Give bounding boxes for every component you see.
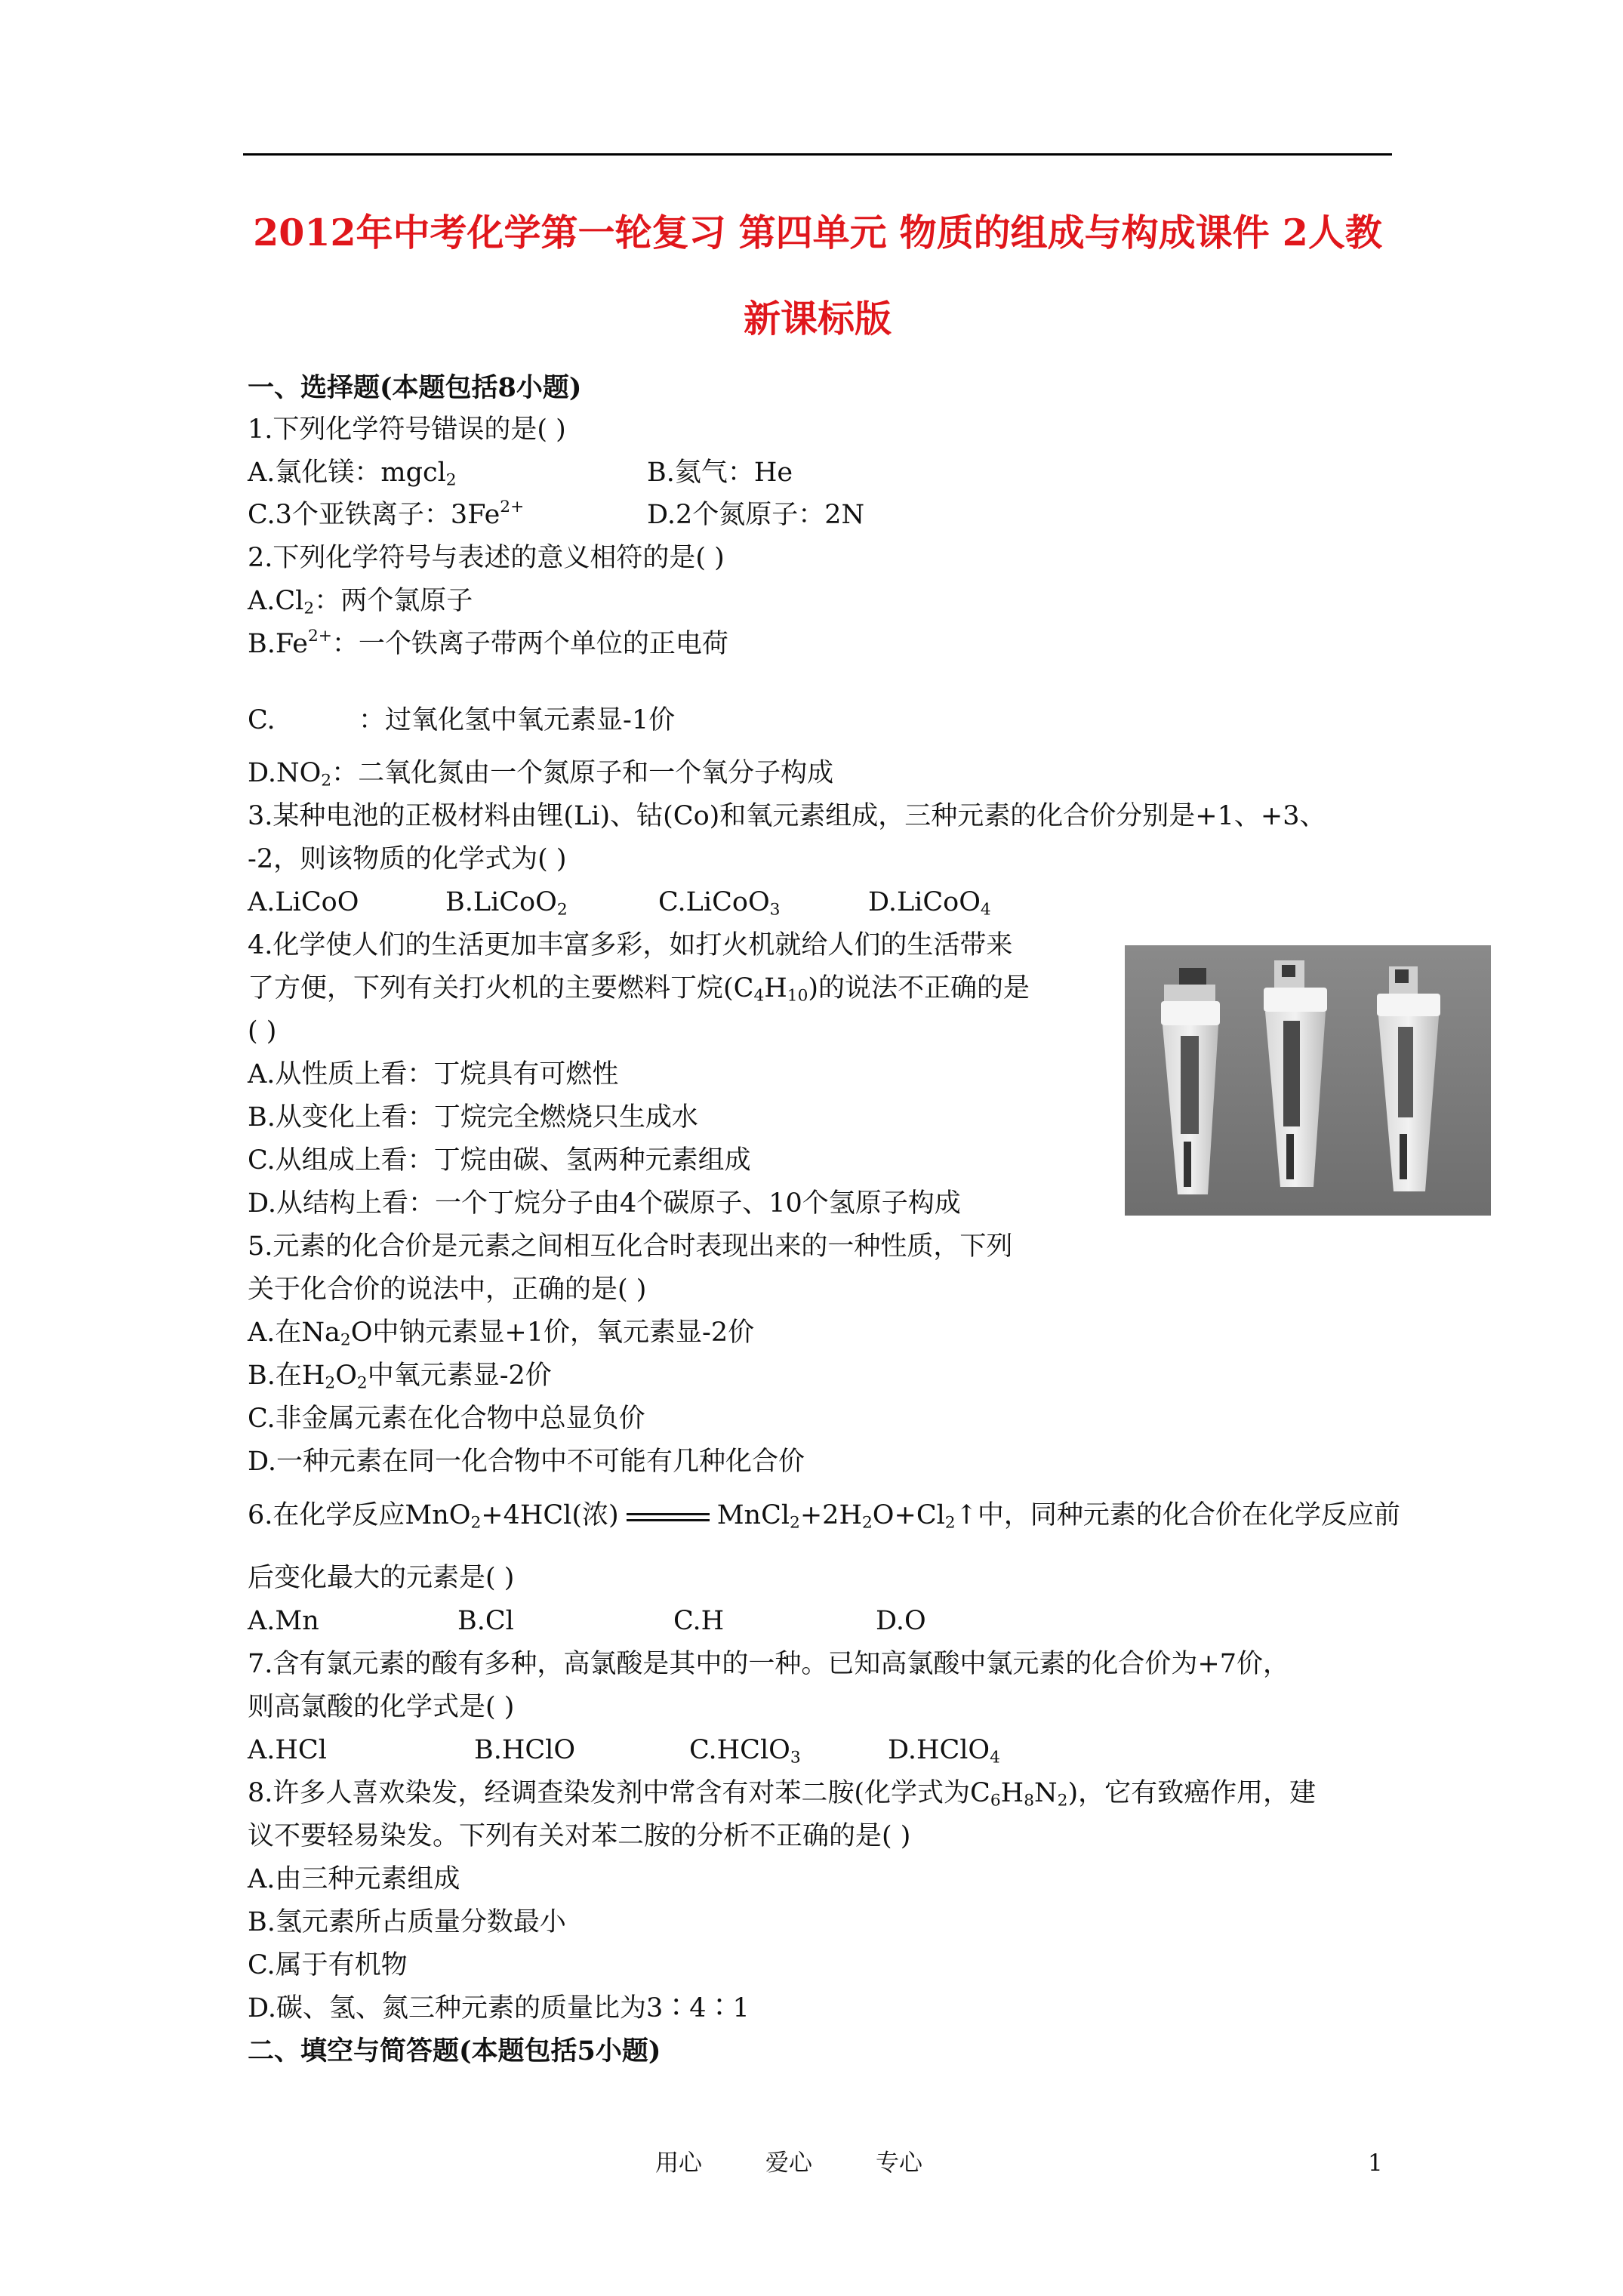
q8-option-d: D.碳、氢、氮三种元素的质量比为3∶4∶1 xyxy=(248,1993,750,2023)
q6-option-c: C.H xyxy=(673,1606,725,1636)
q6-option-d: D.O xyxy=(876,1606,926,1636)
q8-option-c: C.属于有机物 xyxy=(248,1950,408,1980)
section-heading-2: 二、填空与简答题(本题包括5小题) xyxy=(248,2036,661,2066)
footer-word-1: 用心 xyxy=(655,2150,702,2177)
q1-option-c: C.3个亚铁离子：$3Fe^{2+}$ xyxy=(248,497,525,530)
q5-stem-line-1: 5.元素的化合价是元素之间相互化合时表现出来的一种性质，下列 xyxy=(248,1231,1013,1262)
q5-option-d: D.一种元素在同一化合物中不可能有几种化合价 xyxy=(248,1447,805,1477)
page-number: 1 xyxy=(1368,2150,1383,2177)
q8-option-b: B.氢元素所占质量分数最小 xyxy=(248,1907,566,1937)
q3-option-d: D.LiCoO$_4$ xyxy=(868,887,991,920)
q6-option-a: A.Mn xyxy=(248,1606,319,1636)
q3-option-a: A.LiCoO xyxy=(248,887,359,917)
q4-option-d: D.从结构上看：一个丁烷分子由4个碳原子、10个氢原子构成 xyxy=(248,1188,961,1219)
q7-option-c: C.HClO$_3$ xyxy=(689,1735,801,1767)
q4-option-b: B.从变化上看：丁烷完全燃烧只生成水 xyxy=(248,1102,698,1133)
q5-stem-line-2: 关于化合价的说法中，正确的是( ) xyxy=(248,1274,647,1305)
q2-option-c-label: C. xyxy=(248,705,276,735)
q6-stem-line-1: 6.在化学反应MnO$_2$+4HCl(浓) $MnCl_2+2H_2O+Cl_2↑$中，同种元素的化合价在化学反应前 xyxy=(248,1500,1400,1533)
q8-stem-line-1: 8.许多人喜欢染发，经调查染发剂中常含有对苯二胺(化学式为$C_6H_8N_2$)，它有致癌作用，建 xyxy=(248,1778,1317,1811)
section-heading-1: 一、选择题(本题包括8小题) xyxy=(248,372,582,403)
q6-stem-line-2: 后变化最大的元素是( ) xyxy=(248,1563,515,1593)
q1-option-d: D.2个氮原子：2N xyxy=(647,500,865,530)
q3-option-b: B.LiCoO$_2$ xyxy=(445,887,568,920)
q3-stem-line-2: -2，则该物质的化学式为( ) xyxy=(248,844,567,874)
header-rule xyxy=(243,153,1392,156)
lighters-photo xyxy=(1125,945,1491,1216)
q2-option-c-text: ：过氧化氢中氧元素显-1价 xyxy=(359,705,676,735)
q2-option-a: $A.Cl_2$：两个氯原子 xyxy=(248,586,473,618)
q6-option-b: B.Cl xyxy=(457,1606,514,1636)
q1-option-a: A.氯化镁：mgcl$_2$ xyxy=(248,458,457,490)
q4-stem-line-2: 了方便，下列有关打火机的主要燃料丁烷$(C_4H_{10})$的说法不正确的是 xyxy=(248,973,1030,1006)
q4-stem-line-1: 4.化学使人们的生活更加丰富多彩，如打火机就给人们的生活带来 xyxy=(248,930,1013,960)
q1-stem: 1.下列化学符号错误的是( ) xyxy=(248,415,566,445)
q1-option-b: B.氦气：He xyxy=(647,458,793,488)
q5-option-a: A.在$Na_2O$中钠元素显+1价，氧元素显-2价 xyxy=(248,1318,755,1350)
document-title-line-2: 新课标版 xyxy=(743,297,892,341)
q2-option-b: $B.Fe^{2+}$：一个铁离子带两个单位的正电荷 xyxy=(248,626,728,659)
document-title-line-1: 2012年中考化学第一轮复习 第四单元 物质的组成与构成课件 2人教 xyxy=(253,211,1382,254)
equals-sign xyxy=(624,1505,713,1528)
q8-option-a: A.由三种元素组成 xyxy=(248,1864,460,1894)
q4-option-c: C.从组成上看：丁烷由碳、氢两种元素组成 xyxy=(248,1145,751,1176)
q4-stem-line-3: ( ) xyxy=(248,1016,277,1046)
q5-option-c: C.非金属元素在化合物中总显负价 xyxy=(248,1404,645,1434)
q7-option-b: B.HClO xyxy=(474,1735,576,1765)
q2-stem: 2.下列化学符号与表述的意义相符的是( ) xyxy=(248,543,725,573)
q8-stem-line-2: 议不要轻易染发。下列有关对苯二胺的分析不正确的是( ) xyxy=(248,1821,911,1851)
q3-stem-line-1: 3.某种电池的正极材料由锂(Li)、钴(Co)和氧元素组成，三种元素的化合价分别是+1、+3、 xyxy=(248,801,1326,831)
q2-option-d: $D.NO_2$：二氧化氮由一个氮原子和一个氧分子构成 xyxy=(248,758,834,791)
q7-option-a: A.HCl xyxy=(248,1735,327,1765)
footer-word-3: 专心 xyxy=(876,2150,922,2177)
q7-stem-line-2: 则高氯酸的化学式是( ) xyxy=(248,1692,515,1722)
q5-option-b: B.在$H_2O_2$中氧元素显-2价 xyxy=(248,1361,552,1393)
q4-option-a: A.从性质上看：丁烷具有可燃性 xyxy=(248,1059,619,1089)
footer-word-2: 爱心 xyxy=(765,2150,812,2177)
q7-stem-line-1: 7.含有氯元素的酸有多种，高氯酸是其中的一种。已知高氯酸中氯元素的化合价为+7价， xyxy=(248,1649,1289,1679)
q7-option-d: D.HClO$_4$ xyxy=(888,1735,1000,1767)
q3-option-c: C.LiCoO$_3$ xyxy=(658,887,781,920)
